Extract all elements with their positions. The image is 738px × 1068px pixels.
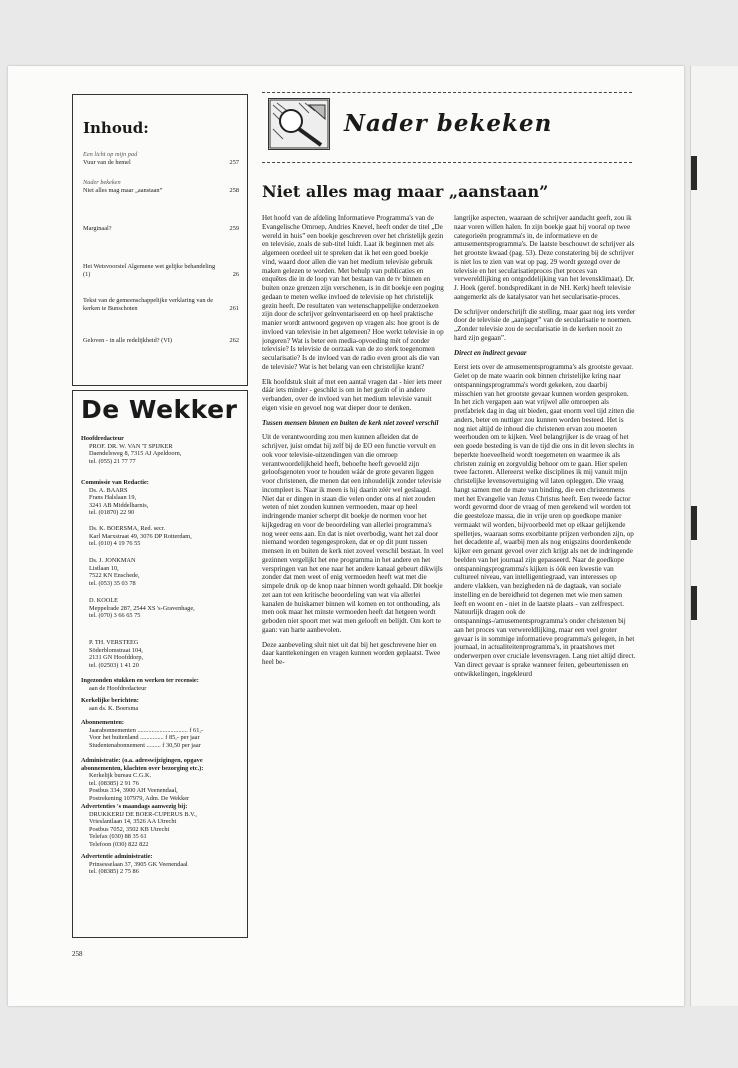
colophon-block — [81, 757, 243, 803]
colophon-line: Söderblomstraat 104, — [89, 646, 143, 654]
article-paragraph: Elk hoofdstuk sluit af met een aantal vragen dat - hier iets meer dáár iets minder - geschikt is om in het gezin of in andere verbanden, over de invloed van het medium televisie vanuit eigen visie en gevoel nog wat dieper door te denken. — [262, 377, 443, 412]
colophon-block — [81, 479, 243, 517]
colophon-line: DRUKKERIJ DE BOER-CUPERUS B.V., — [89, 810, 197, 818]
colophon-heading: Ingezonden stukken en werken ter recensie: — [81, 677, 199, 684]
toc-entry — [83, 263, 243, 279]
toc-entry — [83, 337, 243, 345]
colophon-line: tel. (010) 4 19 76 55 — [89, 540, 141, 548]
colophon-block — [81, 639, 243, 669]
toc-entry — [83, 225, 243, 233]
colophon-block — [81, 525, 243, 548]
colophon-line: Daendelsweg 8, 7315 AJ Apeldoorn, — [89, 450, 182, 458]
colophon-line: Telefoon (030) 822 822 — [89, 840, 149, 848]
colophon-heading: Advertenties 's maandags aanwezig bij: — [81, 803, 188, 810]
colophon-line: Jaarabonnementen ................................ f 61,- — [89, 726, 204, 734]
toc-entry-page: 257 — [229, 159, 239, 166]
section-title: Nader bekeken — [344, 110, 553, 137]
toc-entry-kicker: Nader bekeken — [83, 179, 121, 186]
colophon-line: aan ds. K. Boersma — [89, 704, 139, 712]
colophon-line: tel. (08385) 2 91 76 — [89, 779, 139, 787]
colophon-heading: Administratie: (o.a. adreswijzigingen, opgave abonnementen, klachten over bezorging etc.): — [81, 757, 204, 772]
colophon-line: Ds. A. BAARS — [89, 486, 128, 494]
article-paragraph: langrijke aspecten, waaraan de schrijver aandacht geeft, zou ik naar voren willen halen. In zijn boekje gaat hij vooral op twee categorieën programma's in, de informatieve en de amusementsprogramma's. De laatste beschouwt de schrijver als het grootste kwaad (pag. 53). Deze constatering bij de schrijver is niet los te zien van wat op pag. 29 wordt gezegd over de televisie en het secularisatieproces (het proces van verwereldlijking en ontgoddelijking van het levensklimaat). Dr. J. Hoek (geref. bondspredikant in de NH. Kerk) heeft televisie aangemerkt als de katalysator van het secularisatie-proces. — [454, 214, 635, 301]
colophon-line: 2131 GN Hoofddorp, — [89, 654, 144, 662]
article-column-2 — [454, 214, 636, 948]
edge-mark — [691, 506, 697, 540]
colophon-line: Studentenabonnement ......... f 30,50 per jaar — [89, 741, 201, 749]
colophon-block — [81, 719, 243, 749]
colophon-line: Ds. K. BOERSMA, Red. secr. — [89, 525, 166, 532]
edge-mark — [691, 156, 697, 190]
colophon-block — [81, 597, 243, 620]
toc-entry-title: Het Wetsvoorstel Algemene wet gelijke behandeling (1) — [83, 263, 216, 278]
colophon-line: Postbus 334, 3900 AH Veenendaal, — [89, 787, 178, 795]
toc-entry-page: 259 — [229, 225, 239, 232]
toc-entry-kicker: Een licht op mijn pad — [83, 151, 138, 158]
article-paragraph: Deze aanbeveling sluit niet uit dat bij het geschrevene hier en daar kanttekeningen en vragen kunnen worden geplaatst. Twee heel be- — [262, 640, 441, 666]
colophon-block — [81, 697, 243, 712]
toc-entry-title: Geloven - in alle redelijkheid? (VI) — [83, 337, 172, 344]
colophon-line: 3241 AB Middelharnis, — [89, 501, 149, 509]
toc-entry — [83, 297, 243, 313]
magnifier-illustration — [268, 98, 330, 150]
colophon-block — [81, 435, 243, 465]
colophon-line: Listlaan 10, — [89, 564, 119, 572]
colophon-line: tel. (053) 35 03 78 — [89, 579, 136, 587]
colophon-line: D. KOOLE — [89, 597, 119, 604]
magnifying-glass-icon — [269, 99, 329, 149]
header-rule-bottom — [262, 162, 632, 163]
toc-entry-page: 26 — [232, 271, 239, 278]
article-paragraph: De schrijver onderschrijft die stelling, maar gaat nog iets verder door de televisie de „aanjager” van de secularisatie te noemen. „Zonder televisie zou de secularisatie in de kerken nooit zo hard zijn gegaan”. — [454, 307, 636, 342]
colophon-line: tel. (070) 3 66 65 75 — [89, 612, 141, 620]
colophon-line: PROF. DR. W. VAN 'T SPIJKER — [89, 442, 173, 450]
colophon-heading: Abonnementen: — [81, 719, 125, 726]
page-number: 258 — [72, 950, 83, 958]
toc-entry — [83, 179, 243, 195]
colophon — [72, 390, 248, 938]
colophon-line: tel. (02503) 1 41 20 — [89, 661, 139, 669]
colophon-line: Frans Halslaan 19, — [89, 494, 137, 502]
colophon-heading: Commissie van Redactie: — [81, 479, 149, 486]
colophon-line: aan de Hoofdredacteur — [89, 684, 147, 692]
colophon-line: Telefax (030) 88 35 61 — [89, 833, 147, 841]
next-page-edge — [690, 66, 738, 1006]
article-paragraph: Het hoofd van de afdeling Informatieve Programma's van de Evangelische Omroep, Andries Knevel, heeft onder de titel „De wereld in huis” een boekje geschreven over het christelijk gezin en televisie, zoals de sub-titel luidt. Laat ik beginnen met als algemeen oordeel uit te spreken dat ik het een goed boekje vind, waard door allen die van het medium televisie gebruik maken gelezen te worden. Met behulp van publicaties en enquêtes die in de loop van het bestaan van de tv binnen en buiten onze grenzen zijn verschenen, is in dit boekje een poging gedaan te meten welke invloed de televisie op het christelijk gezin heeft. De resultaten van wetenschappelijke onderzoeken zijn door de schrijver geïnventariseerd en op heel praktische manier wordt antwoord gegeven op vragen als: hoe groot is de invloed van televisie in het algemeen? Hoe werkt televisie in op jongeren? Wat is beter een media-opvoeding mèt of zonder televisie? Is televisie de oorzaak van de zo sterk toegenomen secularisatie? Is de invloed van de radio even groot als die van de televisie? Wat is het belang van een christelijke krant? — [262, 214, 444, 371]
toc-entry-title: Niet alles mag maar „aanstaan” — [83, 187, 163, 194]
article-paragraph: Uit de verantwoording zou men kunnen afleiden dat de schrijver, juist omdat hij zelf bij de EO een functie vervult en ook voor televisie-uitzendingen van die omroep verantwoordelijkheid heeft, behoefte heeft gevoeld zijn geloofsgenoten voor te houden wáár de grote gevaren liggen voor christenen, die menen dat een inhoudelijk zonder televisie incompleet is. Naar ik meen is hij daarin zéér wel geslaagd. Niet dat er dingen in staan die velen onder ons al niet zouden weten of niet zouden kunnen vermoeden, maar op heel indringende manier scherpt dit boekje de normen voor het kijkgedrag en voor de beoordeling van allerlei programma's nog weer eens aan. En dat is niet overbodig, want het zal door niemand worden tegengesproken, dat er op dit punt tussen mensen in en buiten de kerk niet zoveel verschil bestaat. In veel gezinnen vergelijkt het ene programma in het andere en het verspringen van het ene naar het andere kanaal gebeurt dikwijls zonder dat men weet of enig vermoeden heeft wat met die simpele druk op de knop naar binnen wordt gehaald. Dit boekje zet aan tot een kritische beoordeling van wat via allerlei kanalen de huiskamer binnen wil komen en tot onthouding, als men ook maar het minste vermoeden heeft dat hetgeen wordt geboden niet spoort met wat men gelooft en belijdt. Om kort te gaan: van harte aanbevolen. — [262, 433, 444, 634]
colophon-heading: Kerkelijke berichten: — [81, 697, 139, 704]
colophon-line: tel. (08385) 2 75 86 — [89, 868, 139, 876]
toc-entry-page: 262 — [229, 337, 239, 344]
colophon-line: Ds. J. JONKMAN — [89, 557, 136, 564]
toc-entry-page: 258 — [229, 187, 239, 194]
colophon-line: tel. (01870) 22 90 — [89, 509, 135, 517]
colophon-line: Postrekening 107979, Adm. De Wekker — [89, 794, 190, 802]
article-subheading: Tussen mensen binnen en buiten de kerk niet zoveel verschil — [262, 418, 439, 427]
colophon-heading: Hoofdredacteur — [81, 435, 124, 442]
colophon-line: Postbus 7052, 3502 KB Utrecht — [89, 825, 170, 833]
colophon-block — [81, 677, 243, 692]
colophon-line: Karl Marxstraat 49, 3076 DP Rotterdam, — [89, 532, 192, 540]
toc-entry-page: 261 — [229, 305, 239, 312]
article-title: Niet alles mag maar „aanstaan” — [262, 182, 549, 201]
toc-title: Inhoud: — [83, 119, 149, 137]
colophon-block — [81, 557, 243, 587]
colophon-block — [81, 803, 243, 849]
colophon-line: Vrieslantlaan 14, 3526 AA Utrecht — [89, 818, 177, 826]
article-paragraph: Eerst iets over de amusementsprogramma's als grootste gevaar. Gelet op de mate waarin ook binnen christelijke kring naar ontspanningsprogramma's wordt gekeken, zou daarbij misschien van het grootste gevaar kunnen worden gesproken. In het zich vergapen aan wat vrijwel alle omroepen als pretfabriek dag in dag uit bieden, gaat enorm veel tijd zitten die anders, beter en nuttiger zou kunnen worden besteed. Het is nog niet altijd de inhoud die christenen ervan zou moeten weerhouden om te kijken. Veel belangrijker is de vraag of het een goede besteding is van de tijd die ons in dit leven slechts in beperkte hoeveelheid wordt toegemeten en waarmee ik als christen zuinig en zorgvuldig behoor om te gaan. Hier spelen twee factoren. Allereerst welke disciplines ik mij vanuit mijn christelijke levensovertuiging wil laten opleggen. Die vraag hangt samen met de mate van binding, die een christenmens met het Evangelie van Jezus Christus heeft. Een tweede factor wordt gevormd door de vraag of men gerekend wil worden tot die geesteloze massa, die in vrije uren op goedkope manier vermaakt wil worden, bijvoorbeeld met op elkaar gelijkende spelletjes, waaraan soms exorbitante prijzen verbonden zijn, op het decadente af, waarbij men als nog enigszins doordenkende kijker een genant gevoel over zich krijgt als net de indringende beelden van het journaal zijn gepasseerd. Naar de goedkope ontspanningsprogramma's kijken is óók een kwestie van cultureel niveau, van intelligentiegraad, van interesses op andere vlakken, van bezigheden nà de dagtaak, van sociale instelling en de bereidheid tot degenen met wie men samen leeft en woont en - niet in de laatste plaats - van zelfrespect. Natuurlijk dragen ook de ontspannings-/amusementsprogramma's onder christenen bij aan het proces van verwereldlijking, maar een veel groter gevaar is in sommige informatieve programma's gelegen, in het journaal, in actualiteitenprogramma's, in praatshows met onderwerpen over cruciale levensvragen. Lang niet altijd direct. Van direct gevaar is sprake wanneer feiten, gebeurtenissen en ontwikkelingen, ingekleurd — [454, 363, 636, 678]
toc-entry-title: Marginaal? — [83, 225, 112, 232]
table-of-contents — [72, 94, 248, 386]
colophon-line: tel. (055) 21 77 77 — [89, 457, 136, 465]
colophon-line: Kerkelijk bureau C.G.K. — [89, 772, 152, 780]
colophon-line: 7522 KN Enschede, — [89, 572, 140, 580]
toc-entry — [83, 151, 243, 167]
edge-mark — [691, 586, 697, 620]
colophon-line: Meppelrade 287, 2544 XS 's-Gravenhage, — [89, 604, 195, 612]
colophon-block — [81, 853, 243, 876]
magazine-title: De Wekker — [81, 395, 238, 424]
colophon-heading: Advertentie administratie: — [81, 853, 153, 860]
article-column-1 — [262, 214, 444, 948]
colophon-line: Voor het buitenland ............... f 85,- per jaar — [89, 734, 200, 742]
colophon-line: P. TH. VERSTEEG — [89, 639, 139, 646]
toc-entry-title: Vuur van de hemel — [83, 159, 131, 166]
toc-entry-title: Tekst van de gemeenschappelijke verklaring van de kerken te Bunschoten — [83, 297, 213, 312]
article-subheading: Direct en indirect gevaar — [454, 348, 527, 357]
header-rule-top — [262, 92, 632, 93]
colophon-line: Prinsesselaan 37, 3905 GK Veenendaal — [89, 860, 188, 868]
